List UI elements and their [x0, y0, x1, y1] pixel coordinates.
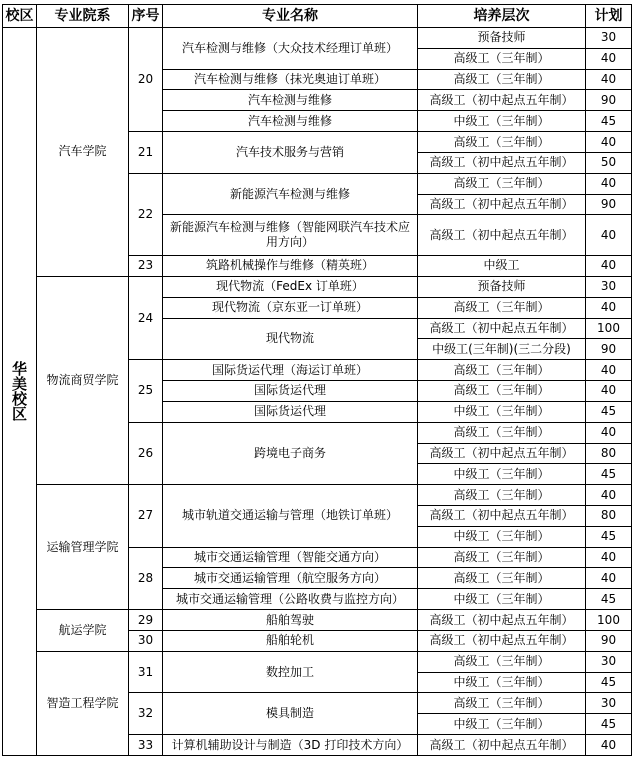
plan-cell: 90	[586, 630, 632, 651]
header-row	[3, 5, 632, 28]
major-cell: 新能源汽车检测与维修	[163, 173, 418, 215]
header-major: 专业名称	[163, 5, 418, 28]
level-cell: 中级工（三年制）	[418, 464, 586, 485]
major-cell: 计算机辅助设计与制造（3D 打印技术方向）	[163, 735, 418, 756]
level-cell: 中级工（三年制）	[418, 714, 586, 735]
header-level: 培养层次	[418, 5, 586, 28]
major-cell: 模具制造	[163, 693, 418, 735]
major-cell: 现代物流（京东亚一订单班）	[163, 297, 418, 318]
plan-cell: 45	[586, 714, 632, 735]
table-row	[3, 28, 632, 49]
level-cell: 高级工（初中起点五年制）	[418, 735, 586, 756]
level-cell: 高级工（初中起点五年制）	[418, 506, 586, 527]
level-cell: 高级工（初中起点五年制）	[418, 152, 586, 173]
level-cell: 高级工（三年制）	[418, 69, 586, 90]
level-cell: 高级工（初中起点五年制）	[418, 318, 586, 339]
plan-cell: 40	[586, 547, 632, 568]
plan-cell: 40	[586, 360, 632, 381]
level-cell: 高级工（三年制）	[418, 173, 586, 194]
level-cell: 高级工（初中起点五年制）	[418, 630, 586, 651]
plan-cell: 45	[586, 464, 632, 485]
college-cell: 智造工程学院	[37, 651, 129, 755]
major-cell: 汽车检测与维修（抹光奥迪订单班）	[163, 69, 418, 90]
plan-cell: 40	[586, 422, 632, 443]
seq-cell: 27	[129, 485, 163, 547]
plan-cell: 40	[586, 215, 632, 256]
plan-cell: 40	[586, 69, 632, 90]
plan-cell: 30	[586, 276, 632, 297]
level-cell: 高级工（初中起点五年制）	[418, 215, 586, 256]
major-cell: 船舶驾驶	[163, 610, 418, 631]
plan-cell: 90	[586, 90, 632, 111]
level-cell: 高级工（三年制）	[418, 485, 586, 506]
major-cell: 汽车检测与维修	[163, 111, 418, 132]
college-cell: 运输管理学院	[37, 485, 129, 610]
level-cell: 高级工（三年制）	[418, 693, 586, 714]
major-cell: 国际货运代理（海运订单班）	[163, 360, 418, 381]
level-cell: 中级工（三年制）	[418, 401, 586, 422]
major-cell: 国际货运代理	[163, 401, 418, 422]
plan-cell: 90	[586, 339, 632, 360]
seq-cell: 25	[129, 360, 163, 422]
level-cell: 中级工	[418, 256, 586, 277]
level-cell: 中级工（三年制）	[418, 111, 586, 132]
enrollment-plan-table	[2, 4, 632, 756]
header-campus: 校区	[3, 5, 37, 28]
seq-cell: 30	[129, 630, 163, 651]
major-cell: 数控加工	[163, 651, 418, 693]
plan-cell: 30	[586, 693, 632, 714]
plan-cell: 40	[586, 48, 632, 69]
level-cell: 中级工(三年制)(三二分段)	[418, 339, 586, 360]
major-cell: 汽车检测与维修（大众技术经理订单班）	[163, 28, 418, 70]
plan-cell: 40	[586, 735, 632, 756]
college-cell: 汽车学院	[37, 28, 129, 277]
header-plan: 计划	[586, 5, 632, 28]
level-cell: 中级工（三年制）	[418, 672, 586, 693]
level-cell: 预备技师	[418, 28, 586, 49]
plan-cell: 40	[586, 381, 632, 402]
level-cell: 高级工（三年制）	[418, 360, 586, 381]
level-cell: 预备技师	[418, 276, 586, 297]
major-cell: 筑路机械操作与维修（精英班）	[163, 256, 418, 277]
plan-cell: 40	[586, 173, 632, 194]
level-cell: 高级工（三年制）	[418, 547, 586, 568]
seq-cell: 21	[129, 132, 163, 174]
major-cell: 城市交通运输管理（公路收费与监控方向）	[163, 589, 418, 610]
plan-cell: 40	[586, 256, 632, 277]
level-cell: 高级工（三年制）	[418, 381, 586, 402]
plan-cell: 45	[586, 111, 632, 132]
major-cell: 国际货运代理	[163, 381, 418, 402]
plan-cell: 45	[586, 401, 632, 422]
table-row	[3, 276, 632, 297]
major-cell: 城市轨道交通运输与管理（地铁订单班）	[163, 485, 418, 547]
level-cell: 高级工（初中起点五年制）	[418, 610, 586, 631]
table-row	[3, 485, 632, 506]
header-seq: 序号	[129, 5, 163, 28]
major-cell: 船舶轮机	[163, 630, 418, 651]
major-cell: 跨境电子商务	[163, 422, 418, 484]
level-cell: 中级工（三年制）	[418, 589, 586, 610]
level-cell: 高级工（三年制）	[418, 651, 586, 672]
level-cell: 高级工（初中起点五年制）	[418, 443, 586, 464]
table-row	[3, 610, 632, 631]
plan-cell: 45	[586, 526, 632, 547]
plan-cell: 40	[586, 132, 632, 153]
level-cell: 高级工（初中起点五年制）	[418, 194, 586, 215]
major-cell: 汽车检测与维修	[163, 90, 418, 111]
plan-cell: 90	[586, 194, 632, 215]
plan-cell: 30	[586, 651, 632, 672]
seq-cell: 22	[129, 173, 163, 255]
seq-cell: 33	[129, 735, 163, 756]
seq-cell: 24	[129, 276, 163, 359]
major-cell: 现代物流	[163, 318, 418, 360]
level-cell: 高级工（初中起点五年制）	[418, 90, 586, 111]
major-cell: 汽车技术服务与营销	[163, 132, 418, 174]
college-cell: 航运学院	[37, 610, 129, 652]
major-cell: 新能源汽车检测与维修（智能网联汽车技术应用方向）	[163, 215, 418, 256]
college-cell: 物流商贸学院	[37, 276, 129, 484]
plan-cell: 40	[586, 568, 632, 589]
plan-cell: 45	[586, 672, 632, 693]
plan-cell: 100	[586, 610, 632, 631]
level-cell: 高级工（三年制）	[418, 48, 586, 69]
campus-cell: 华美 校区	[3, 28, 37, 756]
seq-cell: 23	[129, 256, 163, 277]
seq-cell: 20	[129, 28, 163, 132]
seq-cell: 26	[129, 422, 163, 484]
level-cell: 高级工（三年制）	[418, 568, 586, 589]
level-cell: 高级工（三年制）	[418, 297, 586, 318]
header-college: 专业院系	[37, 5, 129, 28]
plan-cell: 50	[586, 152, 632, 173]
seq-cell: 32	[129, 693, 163, 735]
plan-cell: 40	[586, 485, 632, 506]
major-cell: 城市交通运输管理（智能交通方向）	[163, 547, 418, 568]
major-cell: 现代物流（FedEx 订单班）	[163, 276, 418, 297]
plan-cell: 100	[586, 318, 632, 339]
seq-cell: 31	[129, 651, 163, 693]
plan-cell: 30	[586, 28, 632, 49]
plan-cell: 80	[586, 443, 632, 464]
seq-cell: 29	[129, 610, 163, 631]
plan-cell: 45	[586, 589, 632, 610]
seq-cell: 28	[129, 547, 163, 609]
level-cell: 高级工（三年制）	[418, 132, 586, 153]
level-cell: 中级工（三年制）	[418, 526, 586, 547]
plan-cell: 40	[586, 297, 632, 318]
level-cell: 高级工（三年制）	[418, 422, 586, 443]
major-cell: 城市交通运输管理（航空服务方向）	[163, 568, 418, 589]
table-row	[3, 651, 632, 672]
plan-cell: 80	[586, 506, 632, 527]
